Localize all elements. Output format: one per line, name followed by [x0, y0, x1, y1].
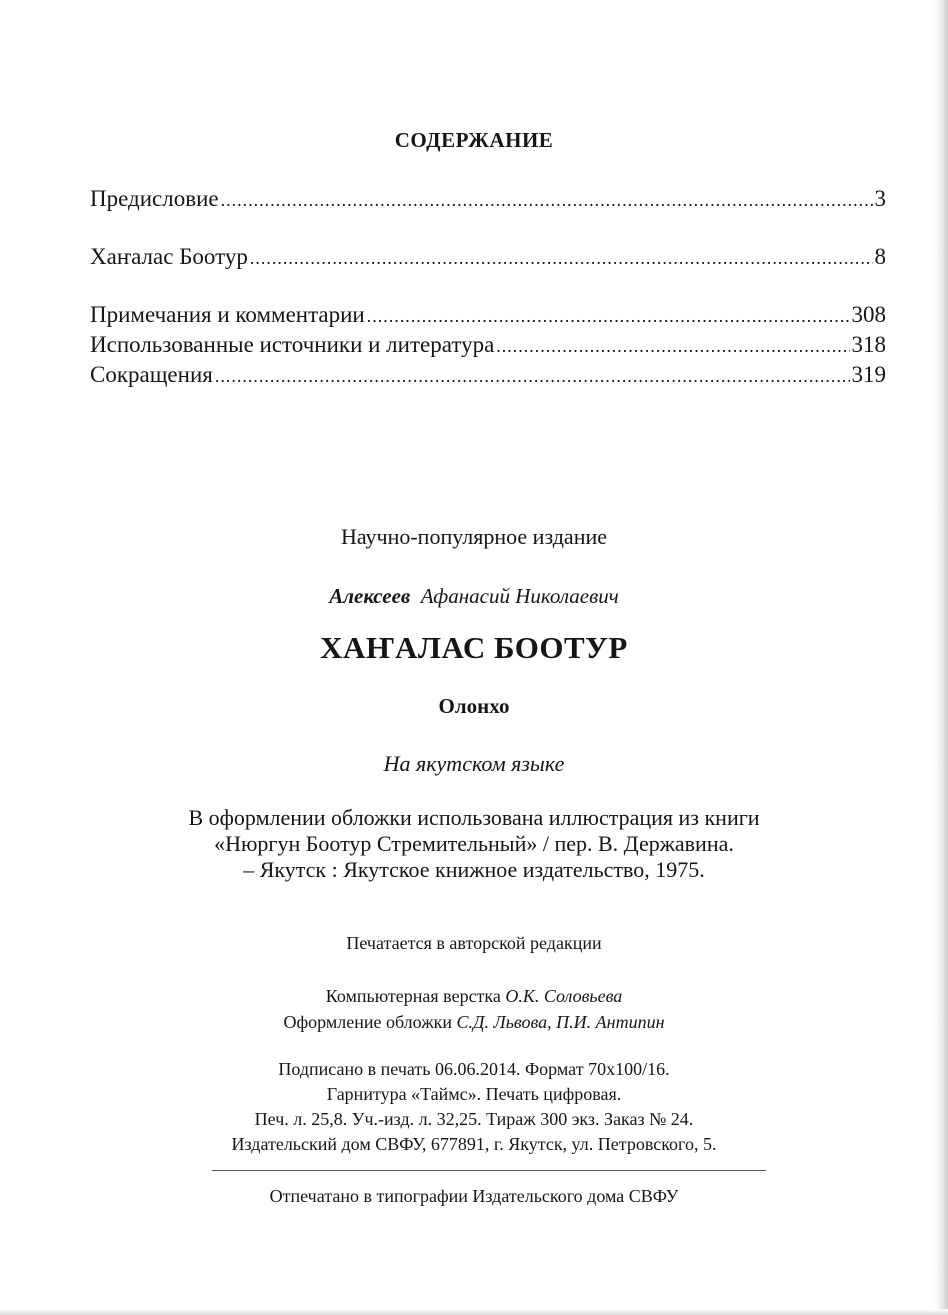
toc-entry-title: Использованные источники и литература	[90, 332, 495, 357]
toc-entry-page: 8	[874, 244, 886, 269]
cover-design-persons: С.Д. Львова, П.И. Антипин	[456, 1012, 665, 1032]
contents-heading: СОДЕРЖАНИЕ	[394, 128, 554, 152]
author-line	[0, 584, 948, 609]
book-title: ХАҤАЛАС БООТУР	[320, 630, 628, 665]
cover-note-line: В оформлении обложки использована иллюстрация из книги	[188, 805, 760, 830]
page-edge-shadow	[934, 0, 948, 1315]
author-given-names: Афанасий Николаевич	[420, 584, 619, 608]
toc-entry-title: Сокращения	[90, 362, 213, 387]
toc-dot-leader	[215, 366, 850, 387]
layout-credit-label: Компьютерная верстка	[325, 986, 501, 1006]
cover-note-line: «Нюргун Боотур Стремительный» / пер. В. Державина.	[214, 831, 734, 856]
toc-entry	[90, 244, 886, 274]
author-surname: Алексеев	[329, 584, 411, 608]
divider-rule	[212, 1170, 766, 1171]
print-details-line: Подписано в печать 06.06.2014. Формат 70х100/16.	[278, 1059, 670, 1079]
book-genre: Олонхо	[438, 694, 510, 718]
toc-dot-leader	[250, 248, 873, 269]
toc-dot-leader	[496, 336, 849, 357]
toc-entry-title: Предисловие	[90, 186, 219, 211]
editing-note: Печатается в авторской редакции	[346, 933, 602, 953]
page-edge-shadow	[0, 1309, 948, 1315]
toc-entry	[90, 362, 886, 392]
print-details-line: Печ. л. 25,8. Уч.-изд. л. 32,25. Тираж 300 экз. Заказ № 24.	[254, 1109, 694, 1129]
printed-at: Отпечатано в типографии Издательского дома СВФУ	[269, 1186, 679, 1206]
toc-entry-page: 308	[851, 302, 886, 327]
toc-dot-leader	[367, 306, 850, 327]
layout-credit	[0, 986, 948, 1007]
language-note: На якутском языке	[383, 751, 565, 776]
toc-entry-page: 318	[851, 332, 886, 357]
print-details-line: Издательский дом СВФУ, 677891, г. Якутск, ул. Петровского, 5.	[231, 1134, 717, 1154]
layout-credit-person: О.К. Соловьева	[505, 986, 623, 1006]
toc-entry-page: 3	[874, 186, 886, 211]
toc-entry	[90, 302, 886, 332]
cover-design-label: Оформление обложки	[283, 1012, 453, 1032]
cover-note-line: – Якутск : Якутское книжное издательство, 1975.	[243, 857, 705, 882]
toc-entry-title: Хаҥалас Боотур	[90, 244, 248, 269]
toc-entry	[90, 186, 886, 216]
print-details-line: Гарнитура «Таймс». Печать цифровая.	[326, 1084, 622, 1104]
edition-type: Научно-популярное издание	[340, 524, 608, 549]
toc-entry-title: Примечания и комментарии	[90, 302, 365, 327]
toc-entry	[90, 332, 886, 362]
cover-design-credit	[0, 1012, 948, 1033]
toc-dot-leader	[221, 190, 873, 211]
toc-entry-page: 319	[851, 362, 886, 387]
